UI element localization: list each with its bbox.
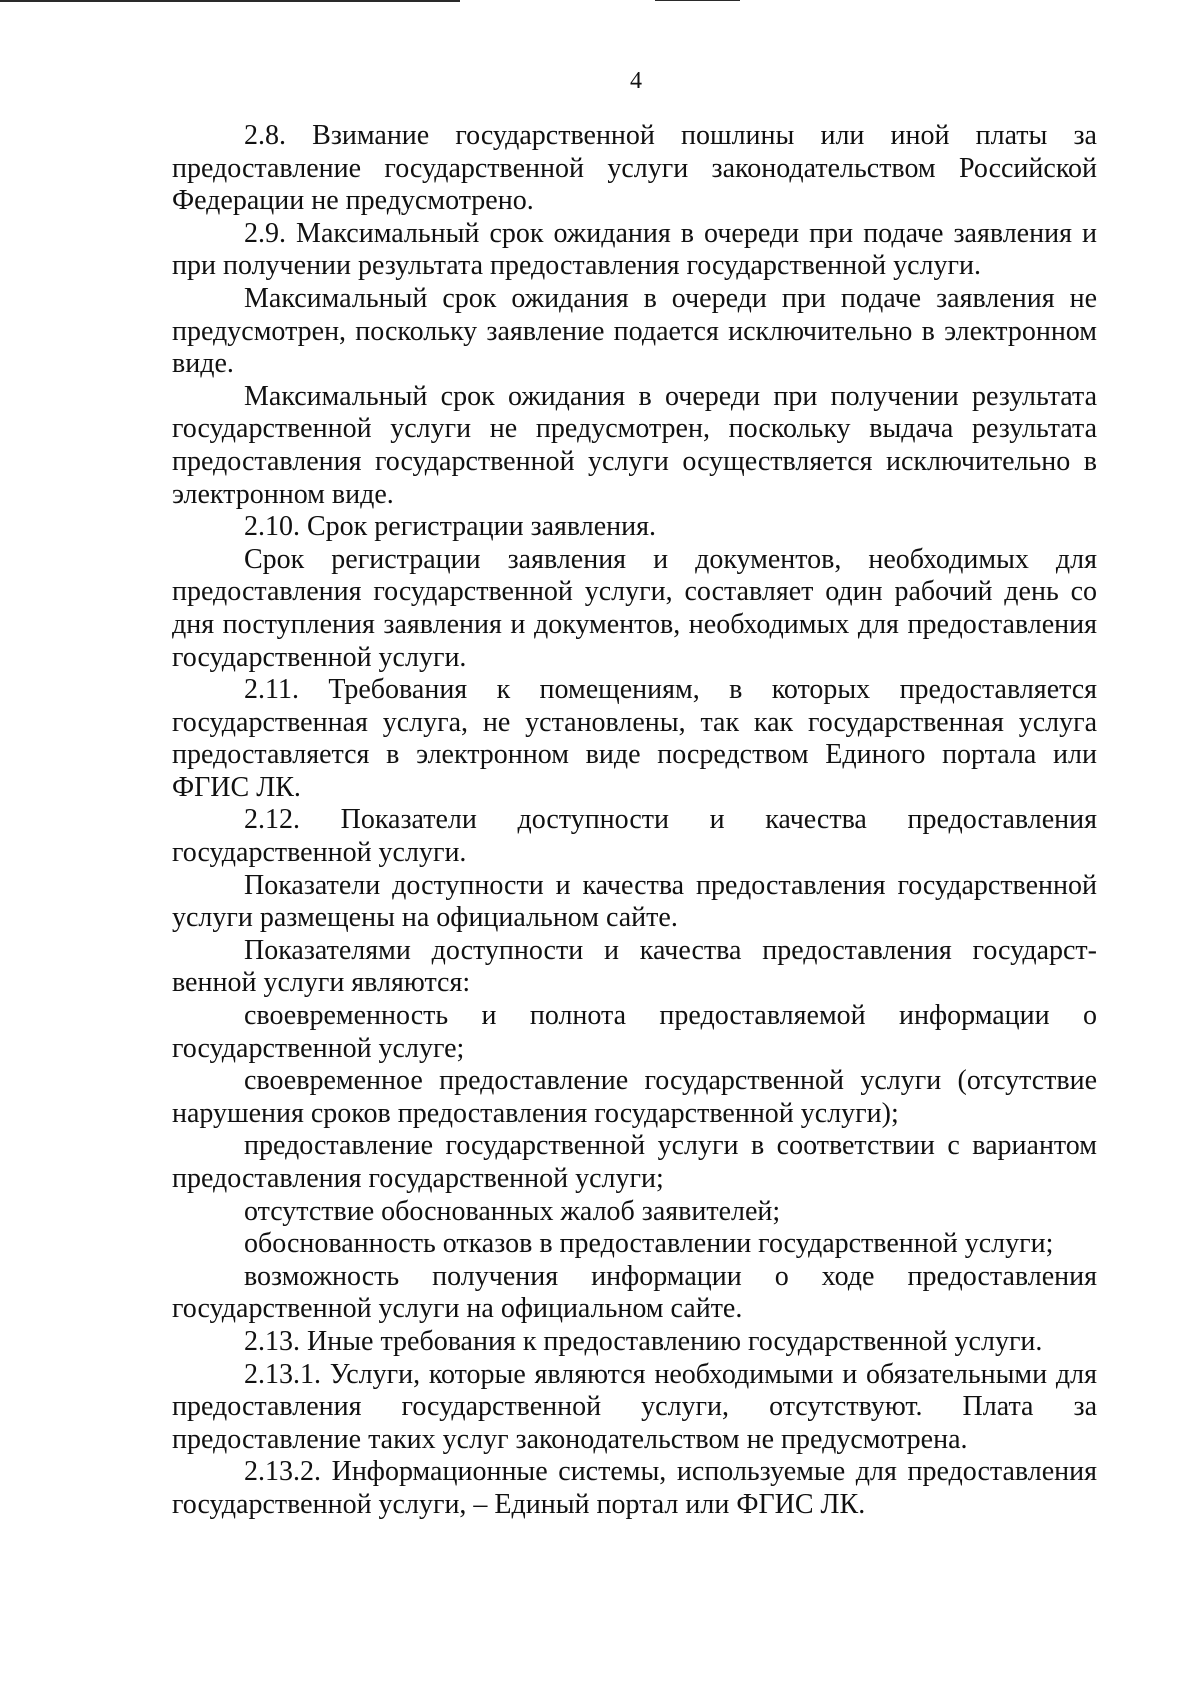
paragraph-2-12-indicators: Показателями доступности и качества предоставления государст-венной услуги являются: bbox=[172, 934, 1097, 999]
paragraph-2-10-term: Срок регистрации заявления и документов, необходимых для предоставления государственной услуги, составляет один рабочий день со дня поступления заявления и документов, необходимых для предоставления государственной услуги. bbox=[172, 543, 1097, 673]
paragraph-2-11: 2.11. Требования к помещениям, в которых предоставляется государственная услуга, не установлены, так как государственная услуга предоставляется в электронном виде посредством Единого портала или ФГИС ЛК. bbox=[172, 674, 1097, 803]
paragraph-2-9-result: Максимальный срок ожидания в очереди при получении результата государственной услуги не предусмотрен, поскольку выдача результата предоставления государственной услуги осуществляется исключительно в электронном виде. bbox=[172, 380, 1097, 510]
list-item-no-complaints: отсутствие обоснованных жалоб заявителей; bbox=[244, 1195, 781, 1227]
paragraph-2-12: 2.12. Показатели доступности и качества предоставления государственной услуги. bbox=[172, 804, 1097, 869]
paragraph-2-9: 2.9. Максимальный срок ожидания в очереди при подаче заявления и при получении результата предоставления государственной услуги. bbox=[172, 217, 1097, 282]
paragraph-2-10: 2.10. Срок регистрации заявления. bbox=[244, 511, 657, 543]
page-number: 4 bbox=[630, 68, 642, 94]
paragraph-2-8: 2.8. Взимание государственной пошлины или иной платы за предоставление государственной услуги законодательством Российской Федерации не предусмотрено. bbox=[172, 120, 1097, 217]
paragraph-2-13-1: 2.13.1. Услуги, которые являются необходимыми и обязательными для предоставления государственной услуги, отсутствуют. Плата за предоставление таких услуг законодательством не предусмотрена. bbox=[172, 1358, 1097, 1455]
paragraph-2-13-2: 2.13.2. Информационные системы, используемые для предоставления государственной услуги, – Единый портал или ФГИС ЛК. bbox=[172, 1456, 1097, 1520]
document-body bbox=[172, 120, 1097, 1522]
list-item-timely-provision: своевременное предоставление государственной услуги (отсутствие нарушения сроков предоставления государственной услуги); bbox=[172, 1065, 1097, 1129]
scan-edge-right bbox=[655, 0, 740, 1]
scan-edge-left bbox=[0, 0, 460, 2]
list-item-timeliness: своевременность и полнота предоставляемой информации о государственной услуге; bbox=[172, 1000, 1097, 1064]
paragraph-2-9-submission: Максимальный срок ожидания в очереди при подаче заявления не предусмотрен, поскольку заявление подается исключительно в электронном виде. bbox=[172, 282, 1097, 380]
paragraph-2-12-website: Показатели доступности и качества предоставления государственной услуги размещены на официальном сайте. bbox=[172, 869, 1097, 934]
list-item-progress-info: возможность получения информации о ходе предоставления государственной услуги на официальном сайте. bbox=[172, 1260, 1097, 1325]
list-item-refusals: обоснованность отказов в предоставлении государственной услуги; bbox=[244, 1228, 1054, 1260]
paragraph-2-13: 2.13. Иные требования к предоставлению государственной услуги. bbox=[244, 1325, 1043, 1357]
list-item-variant: предоставление государственной услуги в соответствии с вариантом предоставления государственной услуги; bbox=[172, 1130, 1097, 1194]
